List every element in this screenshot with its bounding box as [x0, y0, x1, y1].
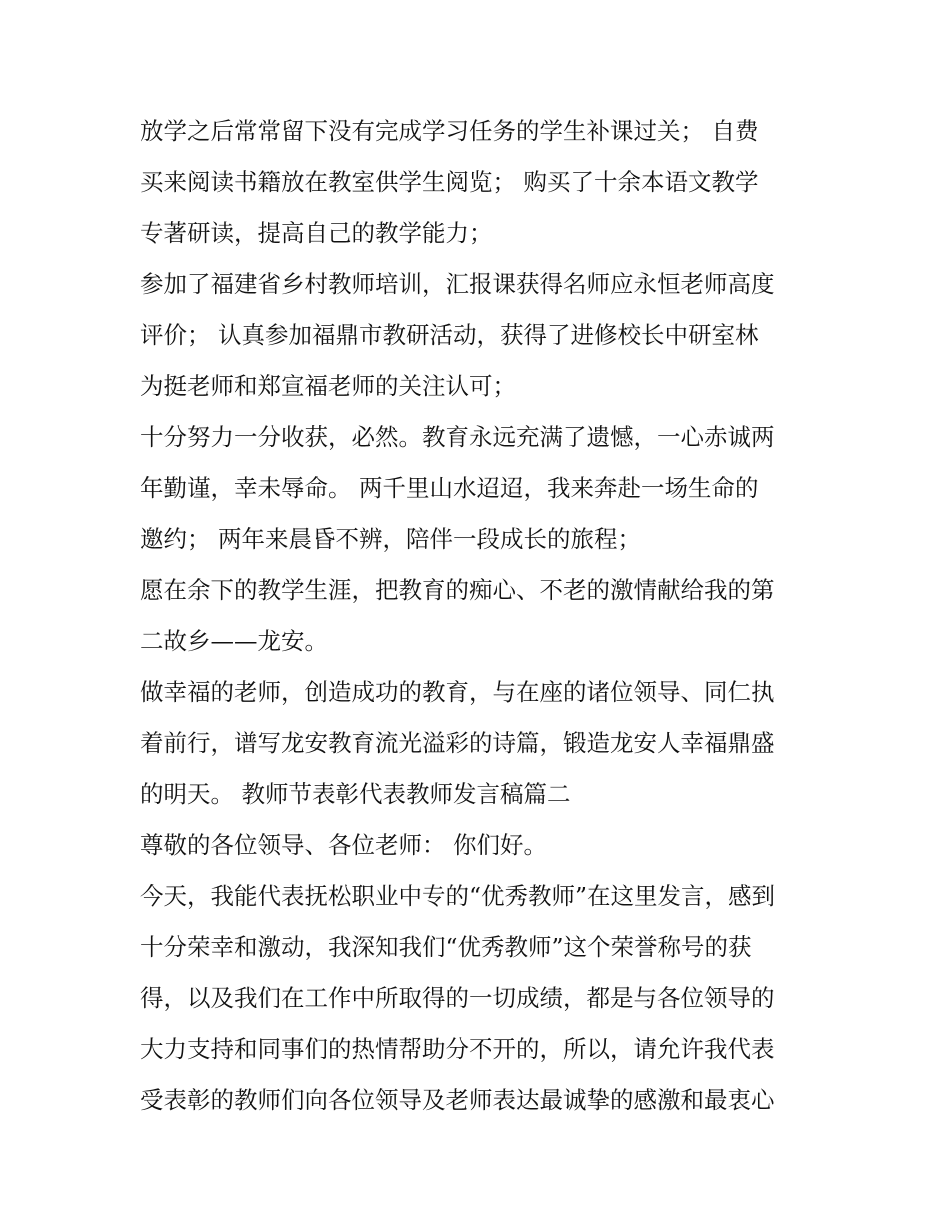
- text-line: 愿在余下的教学生涯，把教育的痴心、不老的激情献给我的第: [140, 576, 775, 604]
- text-line: 参加了福建省乡村教师培训，汇报课获得名师应永恒老师高度: [140, 270, 775, 298]
- document-body: [140, 106, 830, 1126]
- text-line: 做幸福的老师，创造成功的教育，与在座的诸位领导、同仁执: [140, 678, 775, 706]
- text-line: 二故乡——龙安。: [140, 627, 328, 655]
- text-line: 大力支持和同事们的热情帮助分不开的，所以，请允许我代表: [140, 1035, 775, 1063]
- text-line: 买来阅读书籍放在教室供学生阅览； 购买了十余本语文教学: [140, 168, 759, 196]
- text-line: 着前行，谱写龙安教育流光溢彩的诗篇，锻造龙安人幸福鼎盛: [140, 729, 775, 757]
- text-line: 邀约； 两年来晨昏不辨，陪伴一段成长的旅程；: [140, 525, 641, 553]
- text-line: 得，以及我们在工作中所取得的一切成绩，都是与各位领导的: [140, 984, 775, 1012]
- text-line: 放学之后常常留下没有完成学习任务的学生补课过关； 自费: [140, 117, 759, 145]
- text-line: 十分努力一分收获，必然。教育永远充满了遗憾，一心赤诚两: [140, 423, 775, 451]
- text-line: 受表彰的教师们向各位领导及老师表达最诚挚的感激和最衷心: [140, 1086, 775, 1114]
- text-line: 的明天。 教师节表彰代表教师发言稿篇二: [140, 780, 571, 808]
- text-line: 年勤谨，幸未辱命。 两千里山水迢迢，我来奔赴一场生命的: [140, 474, 759, 502]
- text-line: 专著研读，提高自己的教学能力；: [140, 219, 493, 247]
- text-line: 十分荣幸和激动，我深知我们“优秀教师”这个荣誉称号的获: [140, 933, 752, 961]
- text-line: 今天，我能代表抚松职业中专的“优秀教师”在这里发言，感到: [140, 882, 776, 910]
- text-line: 评价； 认真参加福鼎市教研活动，获得了进修校长中研室林: [140, 321, 759, 349]
- text-line: 为挺老师和郑宣福老师的关注认可；: [140, 372, 516, 400]
- text-line: 尊敬的各位领导、各位老师： 你们好。: [140, 831, 547, 859]
